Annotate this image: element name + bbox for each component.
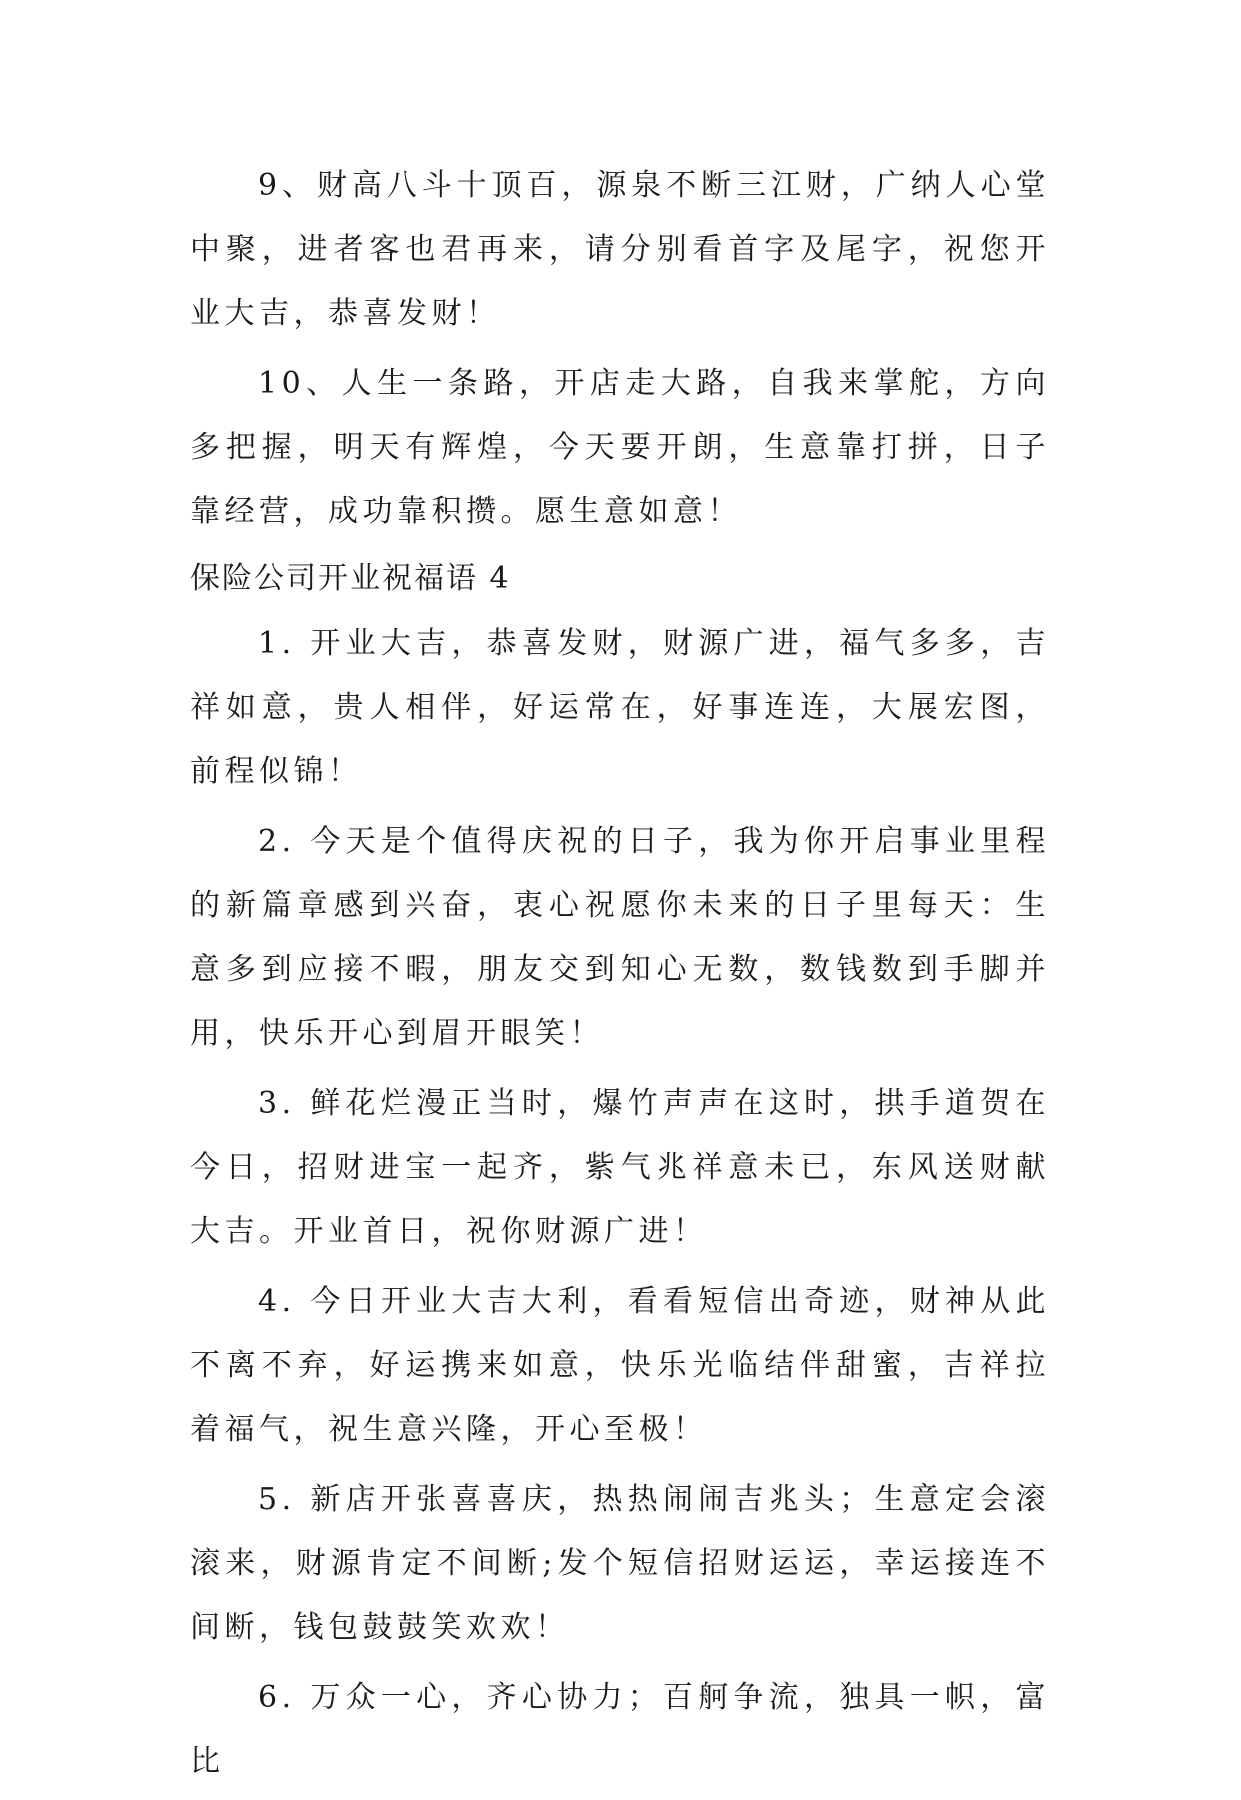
paragraph-9: 9、财高八斗十顶百，源泉不断三江财，广纳人心堂中聚，进者客也君再来，请分别看首字及尾字，祝您开业大吉，恭喜发财！: [190, 168, 1050, 331]
paragraph-10: 10、人生一条路，开店走大路，自我来掌舵，方向多把握，明天有辉煌，今天要开朗，生意靠打拼，日子靠经营，成功靠积攒。愿生意如意！: [190, 366, 1050, 529]
paragraph-5: 5. 新店开张喜喜庆，热热闹闹吉兆头；生意定会滚滚来，财源肯定不间断;发个短信招财运运，幸运接连不间断，钱包鼓鼓笑欢欢！: [190, 1482, 1050, 1645]
paragraph-4: 4. 今日开业大吉大利，看看短信出奇迹，财神从此不离不弃，好运携来如意，快乐光临结伴甜蜜，吉祥拉着福气，祝生意兴隆，开心至极！: [190, 1284, 1050, 1447]
section-heading: 保险公司开业祝福语 4: [190, 561, 511, 596]
paragraph-3: 3. 鲜花烂漫正当时，爆竹声声在这时，拱手道贺在今日，招财进宝一起齐，紫气兆祥意未已，东风送财献大吉。开业首日，祝你财源广进！: [190, 1086, 1050, 1249]
paragraph-6: 6. 万众一心，齐心协力；百舸争流，独具一帜，富比: [190, 1680, 1050, 1779]
document-page: [190, 154, 1050, 1800]
paragraph-1: 1. 开业大吉，恭喜发财，财源广进，福气多多，吉祥如意，贵人相伴，好运常在，好事连连，大展宏图，前程似锦！: [190, 626, 1050, 789]
paragraph-2: 2. 今天是个值得庆祝的日子，我为你开启事业里程的新篇章感到兴奋，衷心祝愿你未来的日子里每天：生意多到应接不暇，朋友交到知心无数，数钱数到手脚并用，快乐开心到眉开眼笑！: [190, 824, 1050, 1051]
